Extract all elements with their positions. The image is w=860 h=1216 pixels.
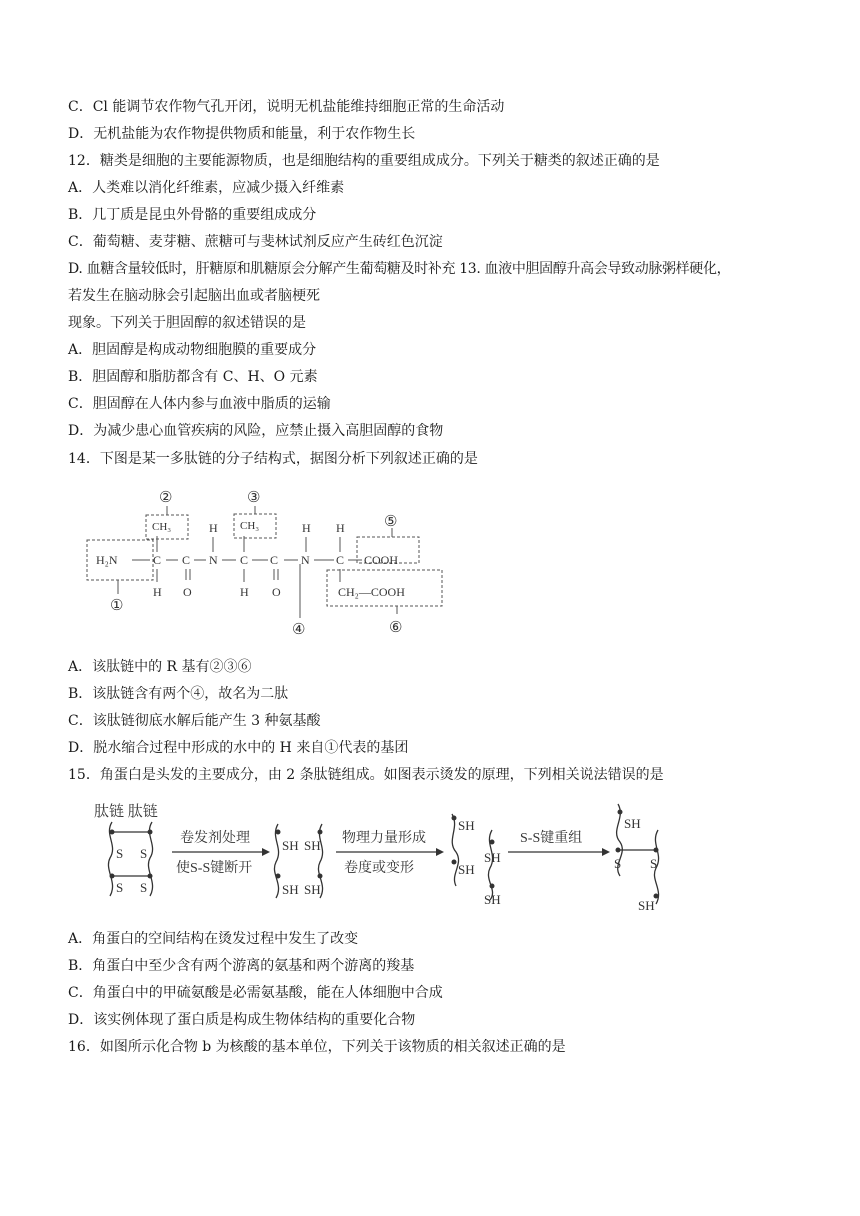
svg-text:S: S <box>140 880 148 895</box>
question-16: 16．如图所示化合物 b 为核酸的基本单位，下列关于该物质的相关叙述正确的是 <box>68 1039 566 1055</box>
svg-text:SH: SH <box>458 818 475 833</box>
question-13-cont: 若发生在脑动脉会引起脑出血或者脑梗死 <box>68 288 320 304</box>
step2-sub-label: 卷度或变形 <box>344 861 414 876</box>
svg-text:S: S <box>116 880 124 895</box>
svg-text:C: C <box>153 553 162 567</box>
step1-label: 卷发剂处理 <box>180 831 250 846</box>
ch3-label-2: CH₃ <box>152 521 172 533</box>
svg-text:SH: SH <box>484 850 501 865</box>
option-b-q15: B．角蛋白中至少含有两个游离的氨基和两个游离的羧基 <box>68 958 415 974</box>
question-15: 15．角蛋白是头发的主要成分，由 2 条肽链组成。如图表示烫发的原理，下列相关说法错误的是 <box>68 767 664 783</box>
svg-text:N: N <box>209 553 218 567</box>
option-c-q14: C．该肽链彻底水解后能产生 3 种氨基酸 <box>68 713 321 729</box>
svg-text:O: O <box>272 585 281 599</box>
option-a-q12: A．人类难以消化纤维素，应减少摄入纤维素 <box>68 180 345 196</box>
h2n-group: H₂N <box>96 553 118 567</box>
svg-text:C: C <box>336 553 345 567</box>
option-d-q13: D．为减少患心血管疾病的风险，应禁止摄入高胆固醇的食物 <box>68 423 444 439</box>
svg-text:H: H <box>153 585 162 599</box>
step2-label: 物理力量形成 <box>342 831 426 846</box>
svg-text:S: S <box>650 856 658 871</box>
svg-text:C: C <box>270 553 279 567</box>
option-c-q12: C．葡萄糖、麦芽糖、蔗糖可与斐林试剂反应产生砖红色沉淀 <box>68 234 443 250</box>
option-c-q15: C．角蛋白中的甲硫氨酸是必需氨基酸，能在人体细胞中合成 <box>68 985 443 1001</box>
svg-text:SH: SH <box>458 862 475 877</box>
option-d-q11: D．无机盐能为农作物提供物质和能量，利于农作物生长 <box>68 126 416 142</box>
label-1: ① <box>110 598 124 614</box>
perm-principle-figure <box>90 800 680 918</box>
question-13-cont2: 现象。下列关于胆固醇的叙述错误的是 <box>68 315 306 331</box>
svg-text:N: N <box>301 553 310 567</box>
svg-text:SH: SH <box>304 882 321 897</box>
svg-text:SH: SH <box>282 882 299 897</box>
svg-text:S: S <box>116 846 124 861</box>
svg-text:S: S <box>614 856 622 871</box>
step3-label: S-S键重组 <box>520 831 583 846</box>
svg-text:S: S <box>140 846 148 861</box>
svg-text:SH: SH <box>638 898 655 913</box>
label-4: ④ <box>292 622 306 638</box>
peptide-structure-figure <box>82 484 452 644</box>
svg-text:SH: SH <box>624 816 641 831</box>
option-b-q14: B．该肽链含有两个④，故名为二肽 <box>68 686 289 702</box>
option-c-q13: C．胆固醇在人体内参与血液中脂质的运输 <box>68 396 331 412</box>
option-a-q15: A．角蛋白的空间结构在烫发过程中发生了改变 <box>68 931 359 947</box>
option-b-q12: B．几丁质是昆虫外骨骼的重要组成成分 <box>68 207 317 223</box>
option-b-q13: B．胆固醇和脂肪都含有 C、H、O 元素 <box>68 369 318 385</box>
svg-text:H: H <box>240 585 249 599</box>
chain-labels: 肽链 肽链 <box>94 804 158 820</box>
option-a-q14: A．该肽链中的 R 基有②③⑥ <box>68 659 252 675</box>
option-d-q14: D．脱水缩合过程中形成的水中的 H 来自①代表的基团 <box>68 740 409 756</box>
svg-text:SH: SH <box>304 838 321 853</box>
option-c-q11: C．Cl 能调节农作物气孔开闭，说明无机盐能维持细胞正常的生命活动 <box>68 99 505 115</box>
svg-text:SH: SH <box>282 838 299 853</box>
svg-text:O: O <box>183 585 192 599</box>
label-3: ③ <box>247 490 261 506</box>
question-14: 14．下图是某一多肽链的分子结构式，据图分析下列叙述正确的是 <box>68 451 478 467</box>
svg-text:C: C <box>182 553 191 567</box>
option-d-q15: D．该实例体现了蛋白质是构成生物体结构的重要化合物 <box>68 1012 416 1028</box>
svg-text:C: C <box>240 553 249 567</box>
option-d-q12: D. 血糖含量较低时，肝糖原和肌糖原会分解产生葡萄糖及时补充 13. 血液中胆固醇升高会导致动脉粥样硬化， <box>68 261 731 277</box>
ch3-label-3: CH₃ <box>240 520 260 532</box>
ch2-cooh-group: CH₂—COOH <box>338 585 405 599</box>
svg-text:SH: SH <box>484 892 501 907</box>
label-2: ② <box>159 490 173 506</box>
svg-text:H: H <box>209 521 218 535</box>
cooh-group: COOH <box>364 553 399 567</box>
svg-text:H: H <box>336 521 345 535</box>
label-5: ⑤ <box>384 514 398 530</box>
option-a-q13: A．胆固醇是构成动物细胞膜的重要成分 <box>68 342 317 358</box>
question-12: 12．糖类是细胞的主要能源物质，也是细胞结构的重要组成成分。下列关于糖类的叙述正确的是 <box>68 153 660 169</box>
svg-text:H: H <box>302 521 311 535</box>
label-6: ⑥ <box>389 620 403 636</box>
step1-sub-label: 使S-S键断开 <box>176 861 253 876</box>
